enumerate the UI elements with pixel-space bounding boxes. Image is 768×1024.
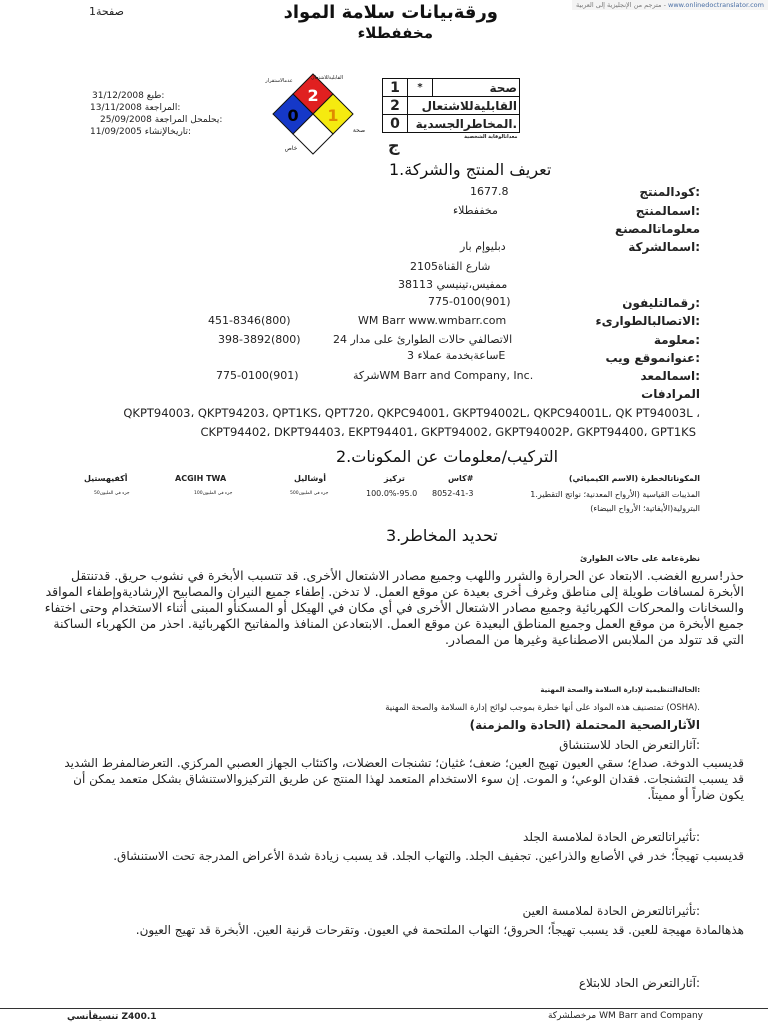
hmis-ppe-label: معداتالوقاية الشخصية [464,134,518,140]
label-product-name: اسمالمنتج: [635,204,700,218]
footer-license: مرخصلشركة WM Barr and Company [547,1011,703,1021]
hmis-label: صحة [433,79,520,97]
hmis-rating-table [382,78,520,155]
hmis-ppe-code: ج [388,136,400,155]
value-info: الاتصالفي حالات الطوارئ على مدار 24 [333,333,513,346]
synonyms-line-2: CKPT94402، DKPT94403، EKPT94401، GKPT94002، GKPT94002P، GKPT94400، GPT1KS [200,425,696,439]
col-header-stel: أكفيهستيل [84,474,128,483]
eye-heading: تأثيراتالتعرض الحادة لملامسة العين: [522,904,700,918]
component-cas: 8052-41-3 [432,489,474,498]
component-stel: 50جزء في المليون [94,491,130,496]
label-emergency: الاتصالبالطوارىء: [595,314,700,328]
label-website: عنوانموقع ويب: [605,351,700,365]
date-label: المراجعة: [144,103,181,113]
hmis-row-physical [383,115,520,133]
nfpa-label-flammability: القابليةللاشتعال [311,75,343,81]
col-header-acgih: ACGIH TWA [175,474,227,483]
label-phone: رقمالتليفون: [622,296,700,310]
hmis-value: 1 [383,79,408,97]
col-header-components: المكوناتالخطرة (الاسم الكيميائي) [568,474,700,483]
date-value: 13/11/2008 [90,103,142,113]
date-label: يحلمحل المراجعة: [154,115,223,125]
date-label: طبع: [146,91,165,101]
emergency-phone: 451-8346(800) [208,314,291,327]
address-line-2: ممفيس،تينيسي 38113 [398,278,508,291]
regulatory-heading: الحالةالتنظيمية لإدارة السلامة والصحة المهنية: [540,686,700,694]
date-value: 25/09/2008 [100,115,152,125]
hmis-value: 2 [383,97,408,115]
health-effects-heading: الآثارالصحية المحتملة (الحادة والمزمنة) [469,718,700,732]
component-name: 1.المذيبات القياسية (الأرواح المعدنية؛ نواتج التقطير [530,490,700,499]
hmis-row-health [383,79,520,97]
value-company-name: دبليوإم بار [460,240,506,253]
translator-url[interactable]: www.onlinedoctranslator.com [668,1,764,9]
component-concentration: 100.0%-95.0 [366,489,418,498]
section-1-title: 1.تعريف المنتج والشركة [389,160,552,179]
col-header-cas: كاس# [448,474,474,483]
translator-banner[interactable] [572,0,768,10]
date-label: تاريخالإنشاء: [144,127,192,137]
preparer-phone: 775-0100(901) [216,369,299,382]
nfpa-flammability-value: 2 [307,86,319,105]
date-row-created [90,126,240,138]
label-company-name: اسمالشركة: [628,240,700,254]
emergency-overview-text: حذر!سريع الغضب. الابتعاد عن الحرارة والشرر واللهب وجميع مصادر الاشتعال الأخرى. قد تتسبب الأبخرة في نشوب حريق. قدتنتقل الأبخرة لمسافات طويلة إلى مناطق وغرف أخرى بعيدة عن موقع العمل. لا تدخن. إطفاء جميع النيران والمصابيح الإرشاديةوإطفاء المواقد والسخانات والمحركات الكهربائية وجميع مصادر الاشتعال الأخرى في أي مكان في الهيكل أو المسكنأو المبنى أثناء الاستخدام وحتى اختفاء جميع الأبخرة من موقع العمل وجميع المناطق البعيدة عن موقع العمل. الابتعادعن المنافذ والمفاتيح الكهربائية. احذر من الكهرباء الساكنة التي قد تتولد من الملابس الاصطناعية وغيرها من المصادر. [44,568,744,647]
address-line-3: 775-0100(901) [428,295,511,308]
col-header-osha: أوشاليل [294,474,326,483]
nfpa-diamond-icon [255,68,375,160]
hmis-label: المخاطرالجسدية. [408,115,520,133]
label-info: معلومة: [653,333,700,347]
hmis-value: 0 [383,115,408,133]
section-2-title: 2.التركيب/معلومات عن المكونات [336,447,559,466]
component-name-2: البترولية(الأيفاتية؛ الأرواح البيضاء) [590,504,700,513]
label-product-code: كودالمنتج: [639,185,700,199]
date-row-supersedes [90,114,240,126]
document-subtitle: مخففطلاء [357,24,433,42]
inhalation-heading: آثارالتعرض الحاد للاستنشاق: [559,738,700,752]
inhalation-text: قديسبب الدوخة. صداع؛ سقي العيون تهيج العين؛ ضعف؛ غثيان؛ تشنجات العضلات، واكتئاب الجهاز العصبي المركزي. التعرضالمفرط الشديد قد يسبب التشنجات. فقدان الوعي؛ و الموت. إن سوء الاستخدام المتعمد لهذا المنتج عن طريق التركيزوالاستنشاق بشكل متعمد يمكن أن يكون ضاراً أو مميتاً. [64,756,744,802]
label-manufacturer-info: معلوماتالمصنع [614,222,700,236]
page-number: صفحة1 [89,5,124,18]
component-acgih: 100جزء في المليون [194,491,233,496]
hmis-label: القابليةللاشتعال [408,97,520,115]
nfpa-health-value: 1 [327,106,339,125]
date-row-print [90,90,240,102]
nfpa-instability-value: 0 [287,106,299,125]
document-title: ورقةبيانات سلامة المواد [283,2,498,23]
label-preparer: اسمالمعد: [640,369,700,383]
skin-text: قديسبب تهيجاً؛ خدر في الأصابع والذراعين. تجفيف الجلد. والتهاب الجلد. قد يسبب زيادة شدة الأعراض المدرجة تحت الاستنشاق. [113,849,744,863]
value-product-code: 1677.8 [470,185,509,198]
address-line-1: 2105شارع القناة [410,260,491,273]
col-header-concentration: تركيز [384,474,405,483]
eye-text: هذهالمادة مهيجة للعين. قد يسبب تهيجاً؛ الحروق؛ التهاب الملتحمة في العيون. وتقرحات قرنية العين. الأبخرة قد تهيج العيون. [135,923,744,937]
date-value: 11/09/2005 [90,127,142,137]
synonyms-line-1: QKPT94003، QKPT94203، QPT1KS، QPT720، QKPC94001، GKPT94002L، QKPC94001L، QK PT94003L ، [123,406,700,420]
ingestion-heading: آثارالتعرض الحاد للابتلاع: [578,976,700,990]
date-block [90,90,240,138]
date-row-revision [90,102,240,114]
emergency-overview-heading: نظرةعامة على حالات الطوارئ [580,554,700,563]
footer-divider [0,1008,768,1009]
value-website: ساعةبخدمة عملاء 3E [407,349,506,362]
regulatory-text: تمتصنيف هذه المواد على أنها خطرة بموجب لوائح إدارة السلامة والصحة المهنية (OSHA). [385,703,700,713]
label-synonyms: المرادفات [641,387,700,401]
value-product-name: مخففطلاء [453,204,498,217]
nfpa-label-health: صحة [352,127,366,134]
skin-heading: تأثيراتالتعرض الحادة لملامسة الجلد: [523,830,700,844]
translator-text: مترجم من الإنجليزية إلى العربية - [575,1,666,9]
hmis-row-flammability [383,97,520,115]
value-emergency[interactable]: WM Barr www.wmbarr.com [358,314,507,327]
component-osha: 500جزء في المليون [290,491,329,496]
value-preparer: شركةWM Barr and Company, Inc. [353,369,534,382]
info-phone: 398-3892(800) [218,333,301,346]
hmis-mark: * [408,79,433,97]
date-value: 31/12/2008 [92,91,144,101]
section-3-title: 3.تحديد المخاطر [386,526,498,545]
nfpa-label-special: خاص [284,145,298,152]
nfpa-label-instability: عدمالاستقرار [265,78,293,84]
footer-format: تنسيقأنسي Z400.1 [67,1012,157,1022]
